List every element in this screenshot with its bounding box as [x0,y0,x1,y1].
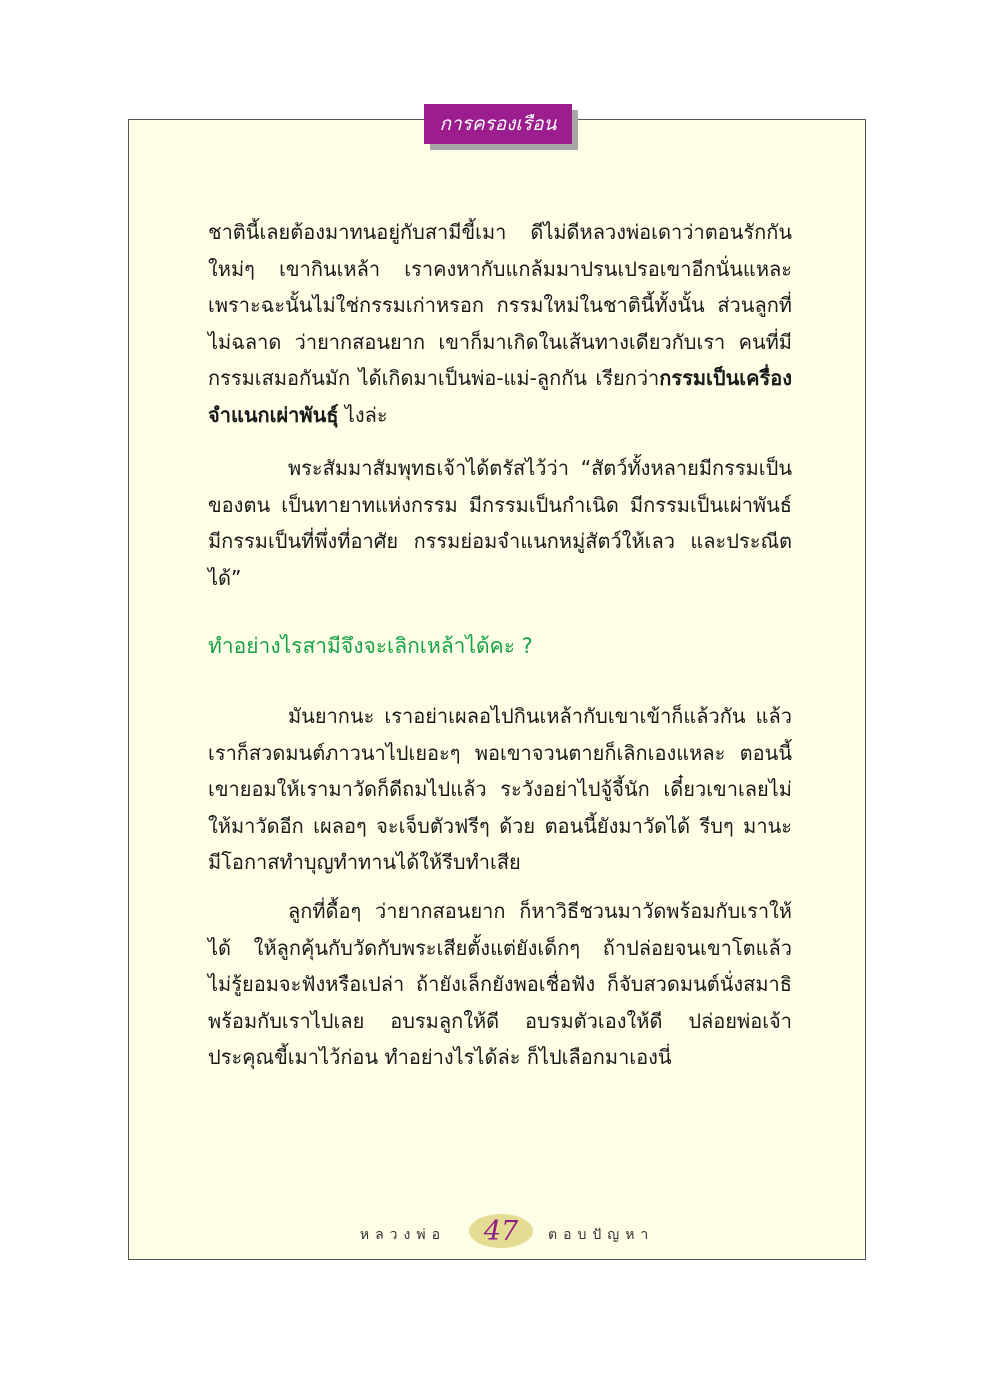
footer-right-text: ตอบปัญหา [548,1227,655,1243]
question-heading: ทำอย่างไรสามีจึงจะเลิกเหล้าได้คะ ? [208,634,533,658]
section-tab-label: การครองเรือน [439,113,557,135]
paragraph-1-bold-term: กรรมเป็นเครื่องจำแนกเผ่าพันธุ์ [208,366,792,427]
paragraph-1-text: ชาตินี้เลยต้องมาทนอยู่กับสามีขี้เมา ดีไม่ดีหลวงพ่อเดาว่าตอนรักกันใหม่ๆ เขากินเหล้า เราคงหากับแกล้มมาปรนเปรอเขาอีกนั่นแหละ เพราะฉะนั้นไม่ใช่กรรมเก่าหรอก กรรมใหม่ในชาตินี้ทั้งนั้น ส่วนลูกที่ไม่ฉลาด ว่ายากสอนยาก เขาก็มาเกิดในเส้นทางเดียวกับเรา คนที่มีกรรมเสมอกันมัก ได้เกิดมาเป็นพ่อ-แม่-ลูกกัน เรียกว่า [208,220,792,390]
paragraph-2 [208,450,792,596]
paragraph-4 [208,893,792,1076]
footer [128,1210,866,1256]
paragraph-2-text: พระสัมมาสัมพุทธเจ้าได้ตรัสไว้ว่า “สัตว์ทั้งหลายมีกรรมเป็นของตน เป็นทายาทแห่งกรรม มีกรรมเป็นกำเนิด มีกรรมเป็นเผ่าพันธ์ มีกรรมเป็นที่พึ่งที่อาศัย กรรมย่อมจำแนกหมู่สัตว์ให้เลว และประณีตได้” [208,456,792,590]
footer-left-text: หลวงพ่อ [359,1227,446,1243]
paragraph-3 [208,698,792,881]
paragraph-3-text: มันยากนะ เราอย่าเผลอไปกินเหล้ากับเขาเข้าก็แล้วกัน แล้วเราก็สวดมนต์ภาวนาไปเยอะๆ พอเขาจวนตายก็เลิกเองแหละ ตอนนี้เขายอมให้เรามาวัดก็ดีถมไปแล้ว ระวังอย่าไปจู้จี้นัก เดี๋ยวเขาเลยไม่ให้มาวัดอีก เผลอๆ จะเจ็บตัวฟรีๆ ด้วย ตอนนี้ยังมาวัดได้ รีบๆ มานะ มีโอกาสทำบุญทำทานได้ให้รีบทำเสีย [208,704,792,874]
page-number-badge [469,1214,533,1248]
paragraph-1-end: ไงล่ะ [338,402,388,427]
paragraph-1 [208,214,792,433]
page-number: 47 [483,1215,519,1247]
paragraph-4-text: ลูกที่ดื้อๆ ว่ายากสอนยาก ก็หาวิธีชวนมาวัดพร้อมกับเราให้ได้ ให้ลูกคุ้นกับวัดกับพระเสียตั้งแต่ยังเด็กๆ ถ้าปล่อยจนเขาโตแล้วไม่รู้ยอมจะฟังหรือเปล่า ถ้ายังเล็กยังพอเชื่อฟัง ก็จับสวดมนต์นั่งสมาธิพร้อมกับเราไปเลย อบรมลูกให้ดี อบรมตัวเองให้ดี ปล่อยพ่อเจ้าประคุณขี้เมาไว้ก่อน ทำอย่างไรได้ล่ะ ก็ไปเลือกมาเองนี่ [208,899,792,1069]
section-tab [424,104,572,144]
